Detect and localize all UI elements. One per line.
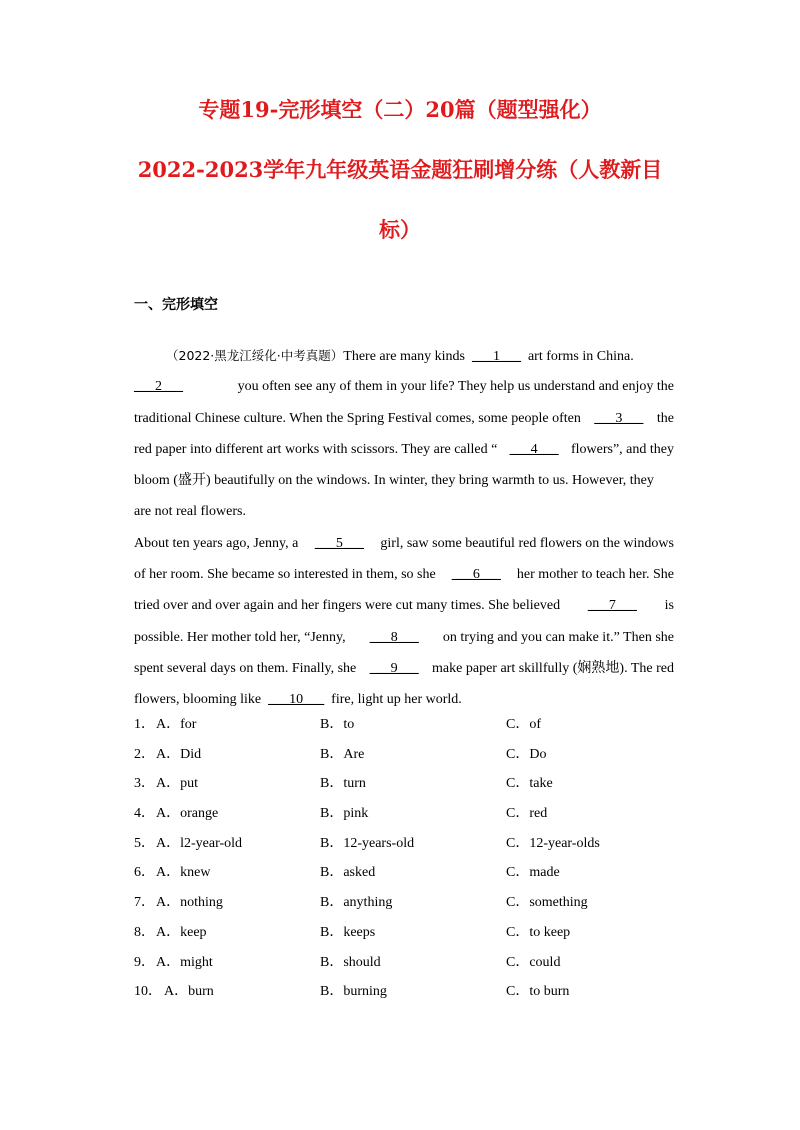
blank-9: ___9___ — [369, 660, 419, 676]
option-a: A．for — [156, 717, 197, 732]
passage-text: traditional Chinese culture. When the Spring Festival comes, some people often — [134, 410, 581, 426]
blank-4: ___4___ — [509, 441, 559, 457]
passage-line — [134, 340, 674, 371]
option-a: A．nothing — [156, 895, 223, 911]
question-number: 9． — [134, 954, 155, 970]
section-heading: 一、完形填空 — [134, 297, 218, 313]
option-b: B．should — [320, 954, 381, 970]
blank-7: ___7___ — [587, 598, 637, 614]
option-c: C．something — [506, 895, 588, 911]
option-a: A．Did — [156, 746, 202, 762]
blank-6: ___6___ — [451, 567, 501, 583]
question-row — [134, 799, 694, 829]
passage-text: girl, saw some beautiful red flowers on the windows — [380, 535, 674, 551]
option-b: B．to — [320, 717, 355, 732]
passage-text: There are many kinds — [343, 349, 465, 364]
option-b: B．Are — [320, 746, 365, 762]
question-number: 10． — [134, 984, 162, 1000]
cloze-passage — [134, 340, 674, 716]
option-c: C．to burn — [506, 984, 570, 1000]
passage-line — [134, 434, 674, 465]
blank-3: ___3___ — [594, 410, 644, 426]
passage-text: you often see any of them in your life? They help us understand and enjoy the — [237, 379, 674, 395]
question-row — [134, 769, 694, 799]
option-c: C．red — [506, 806, 548, 822]
option-c: C．made — [506, 865, 560, 881]
passage-text: red paper into different art works with scissors. They are called “ — [134, 441, 498, 457]
blank-1: ___1___ — [471, 349, 521, 364]
passage-text: of her room. She became so interested in them, so she — [134, 567, 436, 583]
question-number: 6． — [134, 865, 155, 881]
question-row — [134, 740, 694, 770]
passage-text: fire, light up her world. — [331, 692, 462, 708]
passage-text: are not real flowers. — [134, 504, 246, 520]
option-c: C．take — [506, 776, 553, 792]
question-number: 4． — [134, 806, 155, 822]
passage-text: make paper art skillfully (娴熟地). The red — [432, 660, 674, 676]
option-b: B．turn — [320, 776, 366, 792]
option-a: A．burn — [164, 984, 214, 1000]
option-a: A．might — [156, 954, 213, 970]
passage-line — [134, 371, 674, 402]
passage-text: flowers”, and they — [570, 441, 674, 457]
passage-line — [134, 622, 674, 653]
option-a: A．orange — [156, 806, 219, 822]
passage-text: her mother to teach her. She — [516, 567, 674, 583]
option-a: A．knew — [156, 865, 211, 881]
passage-line — [134, 653, 674, 684]
source-label: （2022·黑龙江绥化·中考真题） — [166, 348, 344, 363]
page-title-line-1: 专题19-完形填空（二）20篇（题型强化） — [198, 97, 602, 122]
question-number: 8． — [134, 924, 155, 940]
question-number: 2． — [134, 746, 155, 762]
question-row — [134, 858, 694, 888]
option-c: C．Do — [506, 746, 547, 762]
option-a: A．put — [156, 776, 198, 792]
option-a: A．l2-year-old — [156, 835, 243, 851]
question-row — [134, 829, 694, 859]
passage-text: art forms in China. — [527, 349, 634, 364]
page-title-line-3: 标） — [379, 217, 421, 242]
blank-2: ___2___ — [134, 379, 183, 395]
option-c: C．could — [506, 954, 561, 970]
answer-options — [134, 710, 694, 1007]
passage-line — [134, 590, 674, 621]
passage-line — [134, 528, 674, 559]
passage-text: the — [656, 410, 674, 426]
question-row — [134, 948, 694, 978]
passage-text: spent several days on them. Finally, she — [134, 660, 357, 676]
question-number: 1． — [134, 717, 155, 732]
option-c: C．12-year-olds — [506, 835, 600, 851]
blank-8: ___8___ — [369, 629, 419, 645]
passage-text: on trying and you can make it.” Then she — [442, 629, 674, 645]
question-number: 5． — [134, 835, 155, 851]
question-number: 3． — [134, 776, 155, 792]
option-c: C．to keep — [506, 924, 571, 940]
option-b: B．burning — [320, 984, 387, 1000]
option-b: B．asked — [320, 865, 376, 881]
passage-text: bloom (盛开) beautifully on the windows. In winter, they bring warmth to us. However, they — [134, 473, 654, 489]
passage-text: possible. Her mother told her, “Jenny, — [134, 629, 346, 645]
option-b: B．12-years-old — [320, 835, 415, 851]
passage-line — [134, 496, 674, 527]
passage-line — [134, 465, 674, 496]
question-row — [134, 710, 694, 740]
blank-10: ___10___ — [268, 692, 325, 708]
passage-text: flowers, blooming like — [134, 692, 262, 708]
question-row — [134, 888, 694, 918]
passage-text: tried over and over again and her fingers were cut many times. She believed — [134, 598, 561, 614]
passage-text: About ten years ago, Jenny, a — [134, 535, 299, 551]
option-c: C．of — [506, 717, 541, 732]
option-b: B．keeps — [320, 924, 376, 940]
passage-line — [134, 403, 674, 434]
question-row — [134, 918, 694, 948]
option-b: B．pink — [320, 806, 369, 822]
question-row — [134, 977, 694, 1007]
passage-line — [134, 559, 674, 590]
passage-text: is — [664, 598, 674, 614]
blank-5: ___5___ — [314, 535, 364, 551]
option-b: B．anything — [320, 895, 393, 911]
page-title-line-2: 2022-2023学年九年级英语金题狂刷增分练（人教新目 — [137, 157, 663, 182]
question-number: 7． — [134, 895, 155, 911]
option-a: A．keep — [156, 924, 207, 940]
